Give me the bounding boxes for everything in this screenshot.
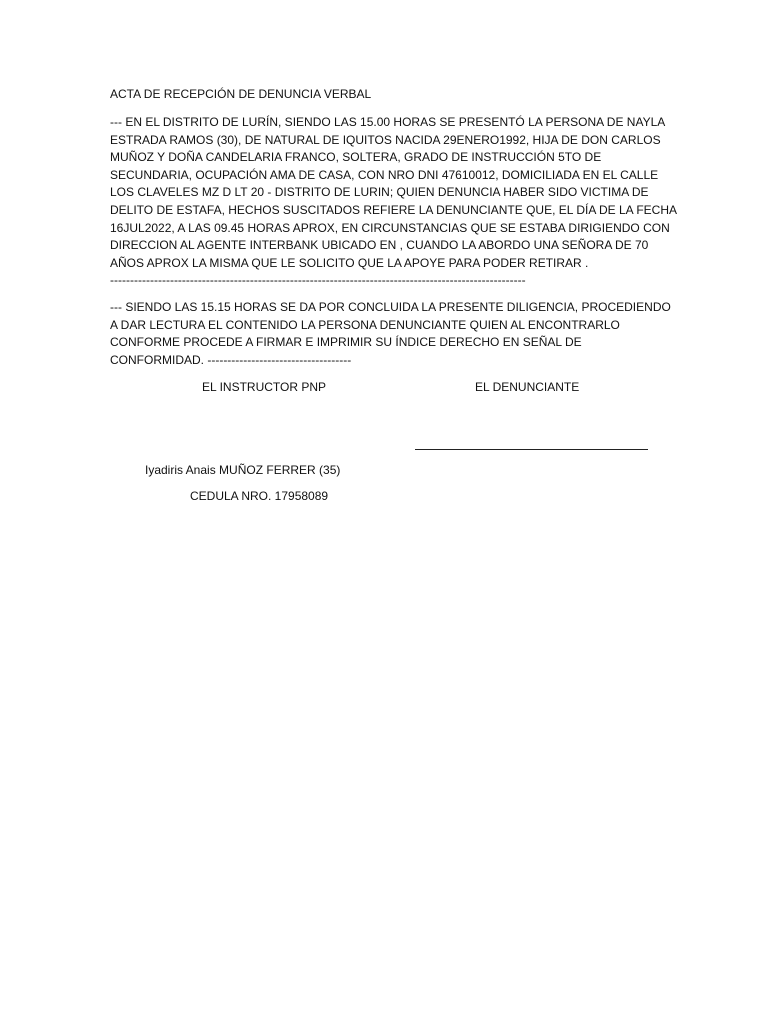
paragraph-line: AÑOS APROX LA MISMA QUE LE SOLICITO QUE LA APOYE PARA PODER RETIRAR . — [110, 255, 589, 270]
report-paragraph — [110, 114, 678, 290]
paragraph-line: DELITO DE ESTAFA, HECHOS SUSCITADOS REFIERE LA DENUNCIANTE QUE, EL DÍA DE LA FECHA — [110, 202, 678, 217]
signature-line — [415, 449, 648, 450]
instructor-name: Iyadiris Anais MUÑOZ FERRER (35) — [145, 463, 341, 477]
cedula-number: CEDULA NRO. 17958089 — [190, 489, 329, 503]
paragraph-line: CONFORME PROCEDE A FIRMAR E IMPRIMIR SU ÍNDICE DERECHO EN SEÑAL DE — [110, 335, 582, 350]
paragraph-line: DIRECCION AL AGENTE INTERBANK UBICADO EN , CUANDO LA ABORDO UNA SEÑORA DE 70 — [110, 238, 649, 253]
paragraph-line: MUÑOZ Y DOÑA CANDELARIA FRANCO, SOLTERA, GRADO DE INSTRUCCIÓN 5TO DE — [110, 150, 602, 165]
document-title: ACTA DE RECEPCIÓN DE DENUNCIA VERBAL — [110, 87, 372, 101]
paragraph-line: SECUNDARIA, OCUPACIÓN AMA DE CASA, CON NRO DNI 47610012, DOMICILIADA EN EL CALLE — [110, 167, 659, 182]
instructor-label: EL INSTRUCTOR PNP — [202, 380, 327, 394]
paragraph-line: --- SIENDO LAS 15.15 HORAS SE DA POR CONCLUIDA LA PRESENTE DILIGENCIA, PROCEDIENDO — [110, 300, 671, 314]
paragraph-line: CONFORMIDAD. ------------------------------------ — [110, 352, 352, 367]
paragraph-line: LOS CLAVELES MZ D LT 20 - DISTRITO DE LURIN; QUIEN DENUNCIA HABER SIDO VICTIMA DE — [110, 185, 649, 200]
paragraph-line: ESTRADA RAMOS (30), DE NATURAL DE IQUITOS NACIDA 29ENERO1992, HIJA DE DON CARLOS — [110, 132, 661, 147]
paragraph-line: 16JUL2022, A LAS 09.45 HORAS APROX, EN CIRCUNSTANCIAS QUE SE ESTABA DIRIGIENDO CON — [110, 220, 670, 235]
paragraph-line: A DAR LECTURA EL CONTENIDO LA PERSONA DENUNCIANTE QUIEN AL ENCONTRARLO — [110, 317, 620, 332]
separator-line: -------------------------------------------------------------------------------------------------------- — [110, 273, 526, 288]
denunciante-label: EL DENUNCIANTE — [475, 380, 580, 394]
conclusion-paragraph — [110, 299, 671, 369]
paragraph-line: --- EN EL DISTRITO DE LURÍN, SIENDO LAS 15.00 HORAS SE PRESENTÓ LA PERSONA DE NAYLA — [110, 115, 666, 129]
